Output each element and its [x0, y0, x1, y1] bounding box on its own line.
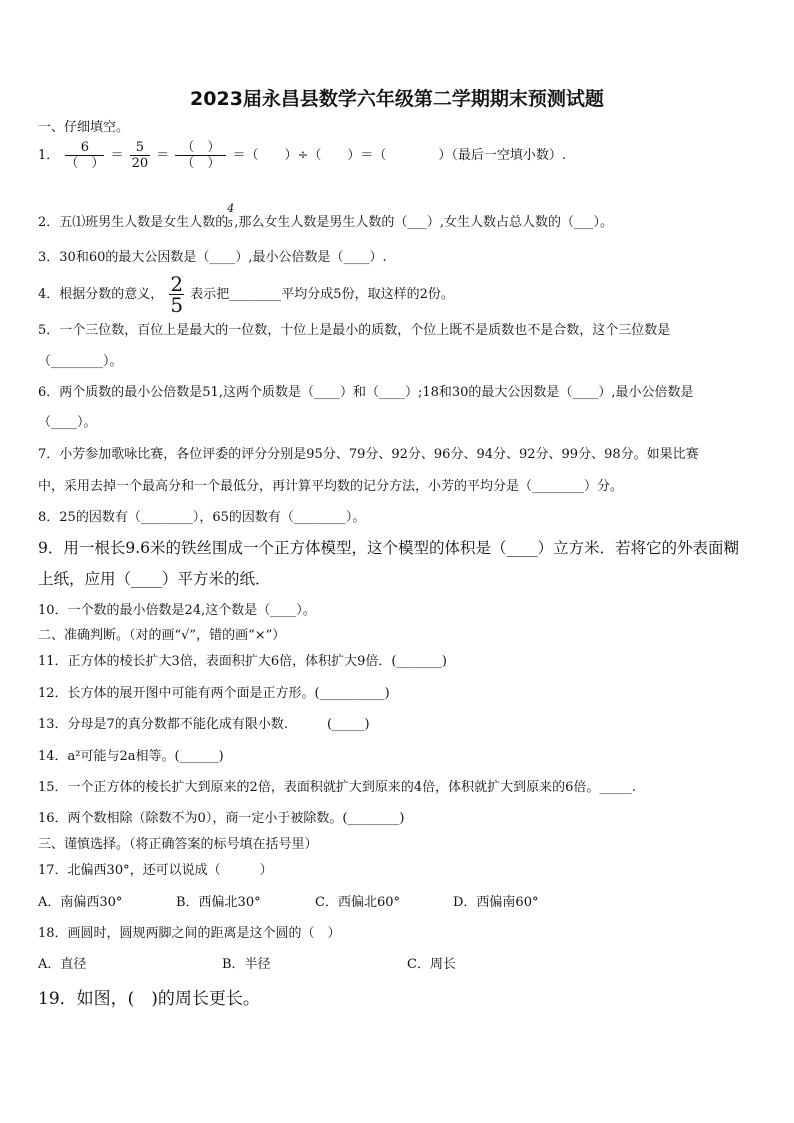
question-19: 19．如图，( )的周长更长。 — [38, 989, 260, 1009]
section-heading-3: 三、谨慎选择。（将正确答案的标号填在括号里） — [38, 837, 318, 852]
question-6-line-2: （____）。 — [38, 415, 97, 430]
fraction-denominator: （ ） — [181, 156, 221, 171]
fraction-denominator: 20 — [131, 156, 149, 171]
question-text: 表示把________平均分成5份，取这样的2份。 — [190, 287, 454, 302]
equals-sign: ＝ — [156, 148, 170, 163]
q17-option-c: C．西偏北60° — [315, 895, 400, 910]
question-number: 1． — [38, 148, 60, 163]
q18-option-a: A．直径 — [38, 957, 87, 972]
question-14: 14．a²可能与2a相等。(______) — [38, 749, 224, 764]
fraction-numerator: 5 — [130, 140, 150, 156]
fraction-numerator: 6 — [65, 140, 104, 156]
question-1 — [38, 140, 566, 171]
fraction — [175, 140, 226, 171]
fraction — [130, 140, 150, 171]
fraction-denominator: 5 — [170, 293, 184, 317]
fraction-numerator: （ ） — [175, 140, 226, 156]
question-text: 4．根据分数的意义， — [38, 287, 164, 302]
question-16: 16．两个数相除（除数不为0），商一定小于被除数。(________) — [38, 811, 405, 826]
question-4 — [38, 274, 454, 315]
question-10: 10．一个数的最小倍数是24,这个数是（____）。 — [38, 603, 316, 618]
question-6-line-1: 6．两个质数的最小公倍数是51,这两个质数是（____）和（____）;18和30的最大公因数是（____）,最小公倍数是 — [38, 385, 694, 400]
question-2 — [38, 202, 614, 232]
question-8: 8．25的因数有（________），65的因数有（________）。 — [38, 510, 366, 525]
fraction-denominator: 5 — [227, 220, 234, 230]
section-heading-1: 一、仔细填空。 — [38, 120, 130, 135]
question-9-line-1: 9．用一根长9.6米的铁丝围成一个正方体模型，这个模型的体积是（____）立方米．若将它的外表面糊 — [38, 539, 740, 557]
question-5-line-1: 5．一个三位数，百位上是最大的一位数，十位上是最小的质数，个位上既不是质数也不是合数，这个三位数是 — [38, 323, 671, 338]
question-11: 11．正方体的棱长扩大3倍，表面积扩大6倍，体积扩大9倍．(_______) — [38, 654, 447, 669]
question-9-line-2: 上纸，应用（____）平方米的纸． — [38, 570, 271, 588]
question-text: ,那么女生人数是男生人数的（___）,女生人数占总人数的（___）。 — [234, 215, 614, 230]
question-7-line-1: 7．小芳参加歌咏比赛，各位评委的评分分别是95分、79分、92分、96分、94分、92分、99分、98分。如果比赛 — [38, 447, 699, 462]
fraction — [169, 274, 184, 315]
page-title: 2023届永昌县数学六年级第二学期期末预测试题 — [190, 88, 604, 110]
question-15: 15．一个正方体的棱长扩大到原来的2倍，表面积就扩大到原来的4倍，体积就扩大到原来的6倍。_____. — [38, 780, 636, 795]
question-17: 17．北偏西30°，还可以说成（ ） — [38, 863, 273, 878]
question-3: 3．30和60的最大公因数是（____）,最小公倍数是（____）. — [38, 250, 387, 265]
question-18: 18．画圆时，圆规两脚之间的距离是这个圆的（ ） — [38, 926, 341, 941]
q17-option-a: A．南偏西30° — [38, 895, 123, 910]
q18-option-c: C．周长 — [407, 957, 456, 972]
question-12: 12．长方体的展开图中可能有两个面是正方形。(__________) — [38, 686, 390, 701]
q18-option-b: B．半径 — [222, 957, 271, 972]
fraction — [65, 140, 104, 171]
fraction-numerator: 4 — [227, 202, 235, 215]
equals-sign: ＝ — [110, 148, 124, 163]
q17-option-b: B．西偏北30° — [176, 895, 261, 910]
question-text: 2．五⑴班男生人数是女生人数的 — [38, 215, 229, 230]
fraction-denominator: （ ） — [65, 156, 105, 171]
section-heading-2: 二、准确判断。（对的画“√”，错的画“×”） — [38, 628, 286, 643]
question-5-line-2: （________）。 — [38, 354, 123, 369]
question-text: ＝（ ）÷（ ）＝（ ）（最后一空填小数）. — [232, 148, 566, 163]
question-7-line-2: 中，采用去掉一个最高分和一个最低分，再计算平均数的记分方法，小芳的平均分是（________）分。 — [38, 479, 624, 494]
question-13: 13．分母是7的真分数都不能化成有限小数. (_____) — [38, 717, 370, 732]
q17-option-d: D．西偏南60° — [453, 895, 539, 910]
fraction-numerator: 2 — [170, 272, 184, 296]
